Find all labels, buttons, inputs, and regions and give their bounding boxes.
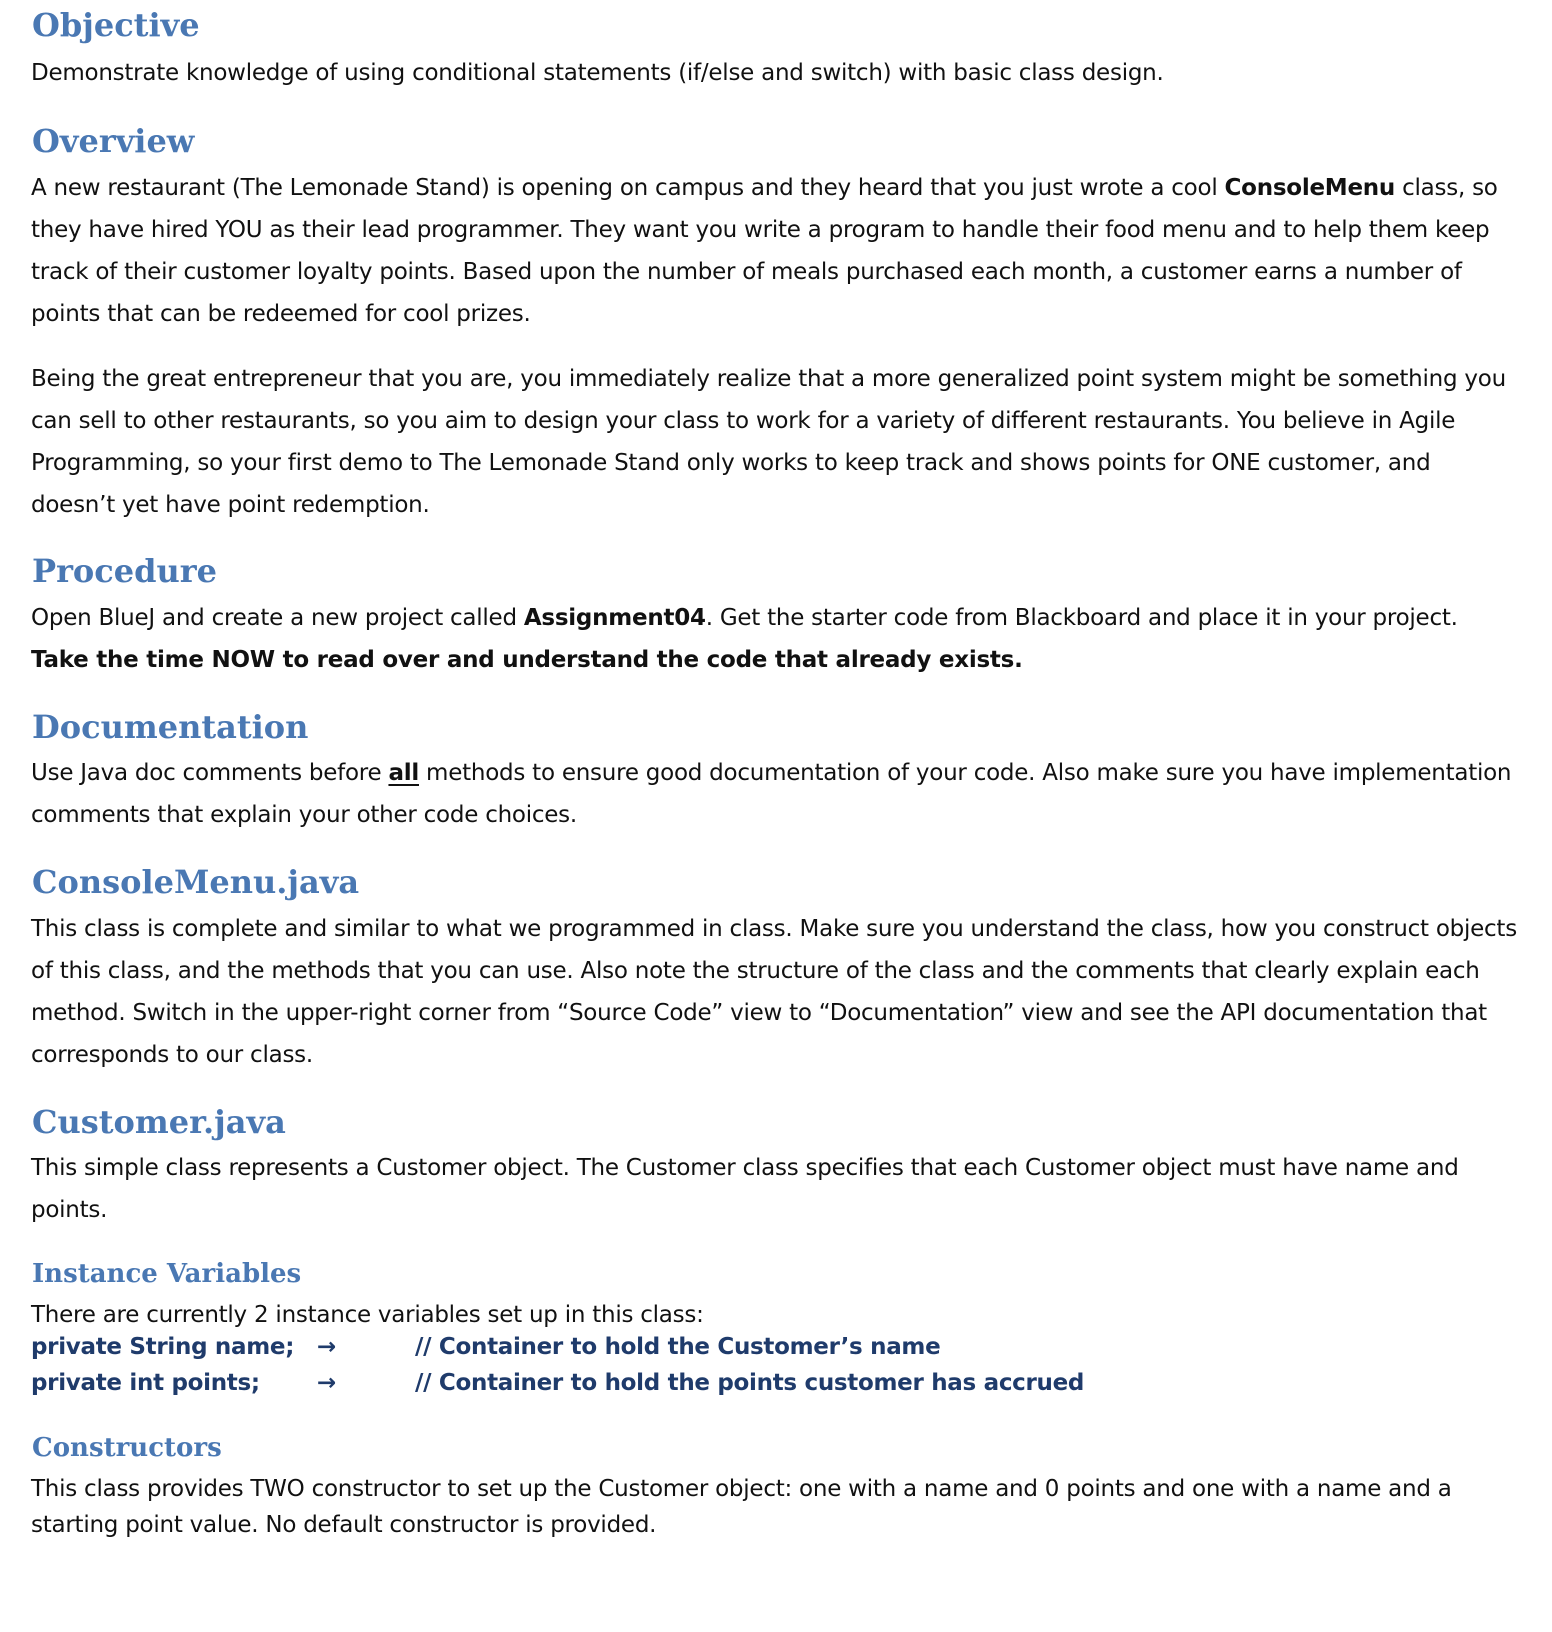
constructors-text: This class provides TWO constructor to set up the Customer object: one with a name and 0 points and one with a name and a starting point value. No default constructor is provided. [31,1476,1452,1538]
arrow-icon: → [317,1334,336,1360]
documentation-heading: Documentation [32,708,309,746]
customer-text: This simple class represents a Customer object. The Customer class specifies that each Customer object must have name and points. [31,1155,1459,1223]
consolemenu-term: ConsoleMenu [1224,175,1396,201]
constructors-heading: Constructors [32,1433,222,1463]
project-name: Assignment04 [523,605,706,631]
procedure-heading: Procedure [32,552,217,590]
code-declaration: private int points; [31,1370,260,1396]
overview-paragraph-1: A new restaurant (The Lemonade Stand) is opening on campus and they heard that you just wrote a cool ConsoleMenu class, so they have hired YOU as their lead programmer. They want you write a program to handle their food menu and to help them keep track of their customer loyalty points. Based upon the number of meals purchased each month, a customer earns a number of points that can be redeemed for cool prizes. [31,175,1498,327]
arrow-icon: → [317,1370,336,1396]
procedure-emphasis: Take the time NOW to read over and understand the code that already exists. [31,647,1023,673]
procedure-text: Open BlueJ and create a new project called Assignment04. Get the starter code from Blackboard and place it in your project. Take the time NOW to read over and understand the code that already exists. [31,605,1458,673]
code-line [31,1370,1231,1406]
consolemenu-text: This class is complete and similar to what we programmed in class. Make sure you understand the class, how you construct objects of this class, and the methods that you can use. Also note the structure of the class and the comments that clearly explain each method. Switch in the upper-right corner from “Source Code” view to “Documentation” view and see the API documentation that corresponds to our class. [31,916,1517,1068]
objective-text: Demonstrate knowledge of using conditional statements (if/else and switch) with basic class design. [31,60,1164,86]
overview-paragraph-2: Being the great entrepreneur that you are, you immediately realize that a more generalized point system might be something you can sell to other restaurants, so you aim to design your class to work for a variety of different restaurants. You believe in Agile Programming, so your first demo to The Lemonade Stand only works to keep track and shows points for ONE customer, and doesn’t yet have point redemption. [31,366,1506,518]
objective-heading: Objective [32,6,200,44]
code-declaration: private String name; [31,1334,295,1360]
instance-variables-heading: Instance Variables [32,1259,302,1289]
instance-variables-intro: There are currently 2 instance variables set up in this class: [31,1302,704,1328]
customer-heading: Customer.java [32,1103,286,1141]
consolemenu-heading: ConsoleMenu.java [32,863,360,901]
code-comment: // Container to hold the Customer’s name [415,1334,941,1360]
all-emphasis: all [388,760,419,786]
documentation-text: Use Java doc comments before all methods to ensure good documentation of your code. Also make sure you have implementation comments that explain your other code choices. [31,760,1512,828]
code-comment: // Container to hold the points customer has accrued [415,1370,1085,1396]
overview-heading: Overview [32,122,195,160]
code-line [31,1334,1231,1370]
